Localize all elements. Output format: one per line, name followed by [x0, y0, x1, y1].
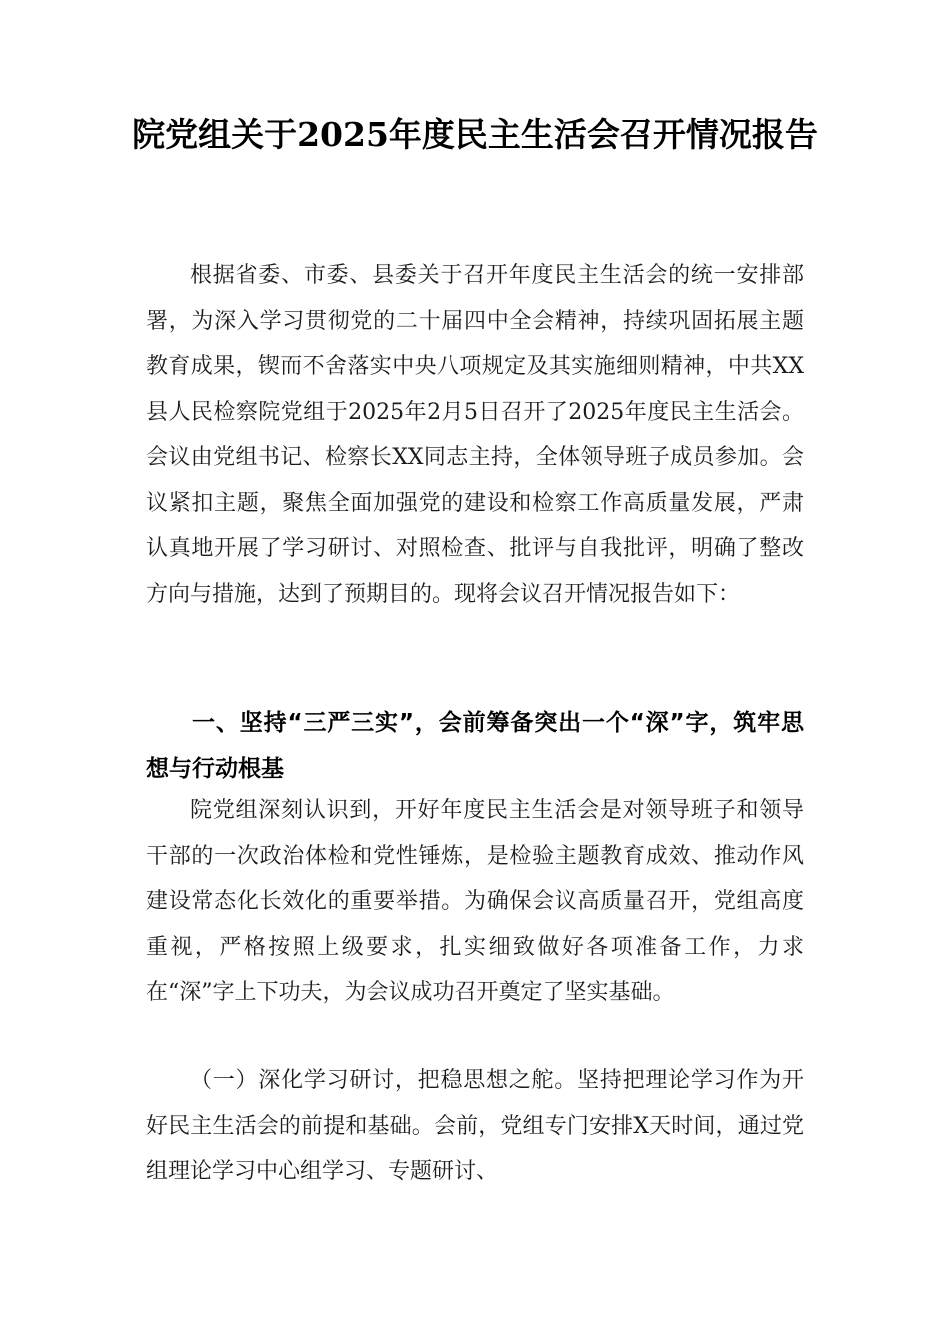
section-1-paragraph: 院党组深刻认识到，开好年度民主生活会是对领导班子和领导干部的一次政治体检和党性锤炼，是检验主题教育成效、推动作风建设常态化长效化的重要举措。为确保会议高质量召开，党组高度重视，严格按照上级要求，扎实细致做好各项准备工作，力求在“深”字上下功夫，为会议成功召开奠定了坚实基础。 — [146, 798, 804, 1005]
document-title: 院党组关于2025年度民主生活会召开情况报告 — [132, 115, 818, 154]
subsection-1-paragraph: （一）深化学习研讨，把稳思想之舵。坚持把理论学习作为开好民主生活会的前提和基础。会前，党组专门安排X天时间，通过党组理论学习中心组学习、专题研讨、 — [146, 1068, 804, 1184]
intro-paragraph: 根据省委、市委、县委关于召开年度民主生活会的统一安排部署，为深入学习贯彻党的二十届四中全会精神，持续巩固拓展主题教育成果，锲而不舍落实中央八项规定及其实施细则精神，中共XX县人民检察院党组于2025年2月5日召开了2025年度民主生活会。会议由党组书记、检察长XX同志主持，全体领导班子成员参加。会议紧扣主题，聚焦全面加强党的建设和检察工作高质量发展，严肃认真地开展了学习研讨、对照检查、批评与自我批评，明确了整改方向与措施，达到了预期目的。现将会议召开情况报告如下： — [146, 263, 804, 607]
section-heading-1: 一、坚持“三严三实”，会前筹备突出一个“深”字，筑牢思想与行动根基 — [146, 710, 804, 782]
